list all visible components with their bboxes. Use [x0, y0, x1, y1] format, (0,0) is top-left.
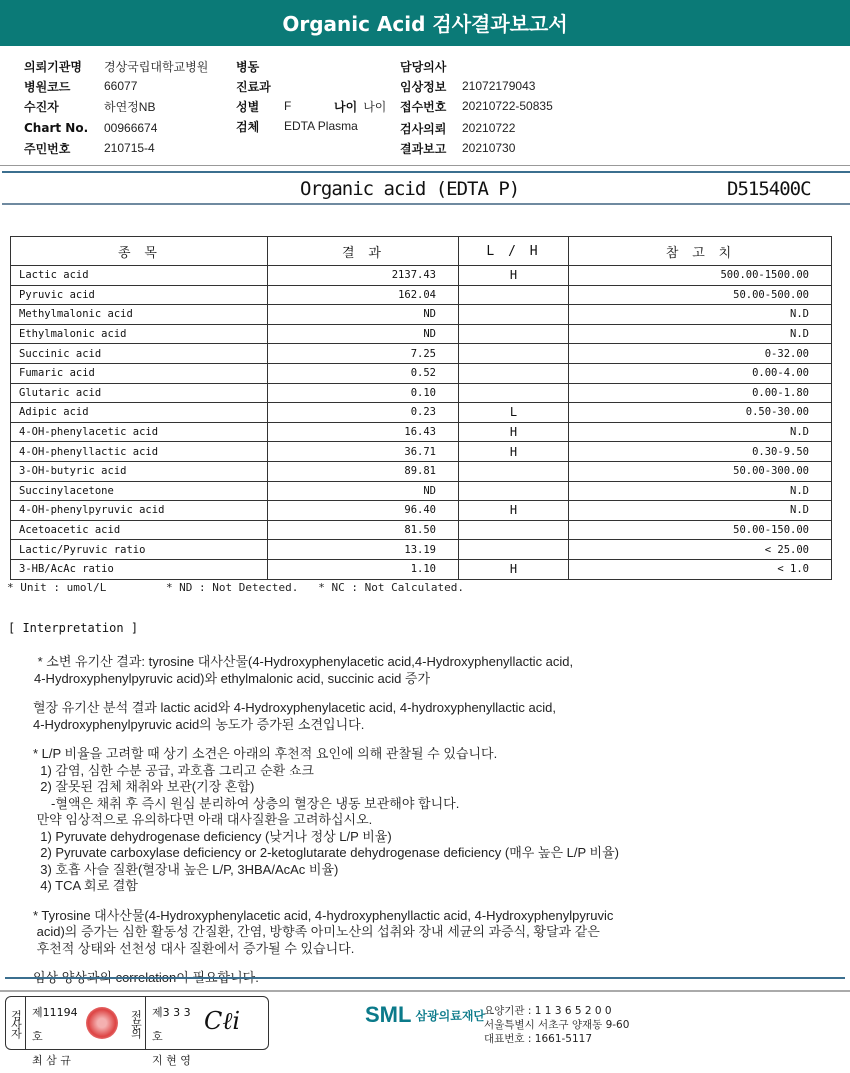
info-value: 경상국립대학교병원 [104, 59, 209, 74]
info-label: 병원코드 [24, 79, 71, 94]
cell-lh: H [459, 422, 569, 442]
interpretation-line: 혈장 유기산 분석 결과 lactic acid와 4-Hydroxyphenylacetic acid, 4-hydroxyphenyllactic acid, [33, 700, 556, 715]
table-row [11, 481, 832, 501]
report-title: Organic Acid 검사결과보고서 [0, 0, 850, 46]
cell-reference: 500.00-1500.00 [569, 266, 832, 286]
cell-lh: L [459, 403, 569, 423]
cell-lh [459, 520, 569, 540]
interpretation-heading: [ Interpretation ] [8, 621, 139, 635]
cell-lh [459, 344, 569, 364]
info-label: 성별 [236, 99, 260, 114]
cell-reference: 50.00-500.00 [569, 285, 832, 305]
info-label: 임상정보 [400, 79, 447, 94]
cell-result: 81.50 [268, 520, 459, 540]
info-label: 의뢰기관명 [24, 59, 82, 74]
divider [0, 990, 850, 992]
age-label: 나이 [334, 99, 358, 114]
cell-lh [459, 540, 569, 560]
cell-result: ND [268, 305, 459, 325]
table-row [11, 559, 832, 579]
info-value: 21072179043 [462, 79, 536, 93]
table-row [11, 383, 832, 403]
interpretation-line: 4) TCA 회로 결함 [33, 878, 138, 893]
cell-reference: 0.50-30.00 [569, 403, 832, 423]
cell-reference: 0.00-1.80 [569, 383, 832, 403]
cell-lh [459, 324, 569, 344]
cell-result: 13.19 [268, 540, 459, 560]
results-table [10, 236, 832, 580]
interpretation-line: 임상 양상과의 correlation이 필요합니다. [33, 970, 259, 985]
info-label: 진료과 [236, 79, 271, 94]
info-label: 검체 [236, 119, 260, 134]
cell-reference: N.D [569, 481, 832, 501]
cell-item: 4-OH-phenyllactic acid [11, 442, 268, 462]
interpretation-line: 1) Pyruvate dehydrogenase deficiency (낮거나 정상 L/P 비율) [33, 828, 392, 844]
interpretation-line [33, 733, 619, 746]
table-row [11, 540, 832, 560]
cell-reference: 0.30-9.50 [569, 442, 832, 462]
cell-item: Fumaric acid [11, 363, 268, 383]
cell-reference: 50.00-300.00 [569, 461, 832, 481]
table-row [11, 363, 832, 383]
info-row [236, 56, 386, 76]
org-code: 요양기관 : 1 1 3 6 5 2 0 0 [484, 1005, 612, 1017]
cell-reference: N.D [569, 501, 832, 521]
info-value: F [284, 99, 292, 113]
cell-result: 0.23 [268, 403, 459, 423]
info-row [24, 76, 208, 96]
table-row [11, 461, 832, 481]
interpretation-line: 4-Hydroxyphenylpyruvic acid)와 ethylmalonic acid, succinic acid 증가 [34, 670, 431, 686]
interpretation-line [33, 957, 619, 970]
cell-item: 3-OH-butyric acid [11, 461, 268, 481]
cell-result: 16.43 [268, 422, 459, 442]
interpretation-line: 2) 잘못된 검체 채취와 보관(기장 혼합) [33, 779, 255, 794]
cell-result: 0.52 [268, 363, 459, 383]
cell-result: 96.40 [268, 501, 459, 521]
org-name: 삼광의료재단 [415, 1008, 486, 1023]
cell-result: 89.81 [268, 461, 459, 481]
cell-item: 4-OH-phenylpyruvic acid [11, 501, 268, 521]
info-row [400, 76, 553, 96]
cell-result: 7.25 [268, 344, 459, 364]
info-row [24, 118, 208, 138]
cell-item: Succinic acid [11, 344, 268, 364]
info-value: 20210730 [462, 141, 516, 155]
info-row [24, 96, 208, 116]
info-col-2 [236, 56, 386, 136]
header-lh: L / H [459, 237, 569, 266]
info-value: 00966674 [104, 121, 158, 135]
cell-item: Acetoacetic acid [11, 520, 268, 540]
info-label: 수진자 [24, 99, 59, 114]
cell-lh: H [459, 559, 569, 579]
test-name: Organic acid (EDTA P) [300, 178, 520, 200]
footnote: * Unit : umol/L * ND : Not Detected. * NC : Not Calculated. [7, 581, 464, 594]
cell-reference: 0-32.00 [569, 344, 832, 364]
info-row [400, 96, 553, 116]
interpretation-line: 만약 임상적으로 유의하다면 아래 대사질환을 고려하십시오. [33, 812, 373, 827]
cell-lh [459, 363, 569, 383]
cell-reference: < 25.00 [569, 540, 832, 560]
cell-result: 2137.43 [268, 266, 459, 286]
info-row [400, 56, 553, 76]
info-col-1 [24, 56, 208, 158]
cell-lh [459, 481, 569, 501]
cell-result: 162.04 [268, 285, 459, 305]
info-label: Chart No. [24, 121, 89, 135]
info-row [24, 56, 208, 76]
cell-item: Glutaric acid [11, 383, 268, 403]
org-logo [365, 1002, 485, 1028]
org-address: 서울특별시 서초구 양재동 9-60 [484, 1019, 630, 1031]
interpretation-line: 2) Pyruvate carboxylase deficiency or 2-ketoglutarate dehydrogenase deficiency (매우 높은 L/P 비율) [33, 845, 619, 860]
header-item: 종 목 [11, 237, 268, 266]
examiner-name: 최 삼 규 [32, 1054, 71, 1067]
info-value: 20210722-50835 [462, 99, 553, 113]
info-row [400, 138, 553, 158]
interpretation-line: 1) 감염, 심한 수분 공급, 과호흡 그리고 순환 쇼크 [33, 762, 314, 778]
cell-result: ND [268, 481, 459, 501]
info-row [236, 76, 386, 96]
info-label: 검사의뢰 [400, 121, 447, 136]
table-row [11, 324, 832, 344]
interpretation-line: * 소변 유기산 결과: tyrosine 대사산물(4-Hydroxyphenylacetic acid,4-Hydroxyphenyllactic acid, [34, 654, 574, 669]
cell-lh: H [459, 266, 569, 286]
cell-result: 0.10 [268, 383, 459, 403]
logo-mark: SML [365, 1002, 412, 1027]
interpretation-text [34, 654, 619, 987]
interpretation-line: acid)의 증가는 심한 활동성 간질환, 간염, 방향족 아미노산의 섭취와 장내 세균의 과증식, 황달과 같은 [33, 924, 600, 939]
cell-lh [459, 285, 569, 305]
info-row [236, 96, 386, 116]
cell-lh: H [459, 442, 569, 462]
cell-lh: H [459, 501, 569, 521]
cell-reference: N.D [569, 305, 832, 325]
info-label: 담당의사 [400, 59, 447, 74]
info-value: 20210722 [462, 121, 516, 135]
interpretation-line: 후천적 상태와 선천성 대사 질환에서 증가될 수 있습니다. [33, 940, 355, 956]
examiner-label: 검사자 [6, 997, 26, 1049]
handwritten-signature-icon: Cℓi [204, 1007, 241, 1035]
interpretation-line: 4-Hydroxyphenylpyruvic acid의 농도가 증가된 소견입니다. [33, 716, 365, 732]
info-label: 결과보고 [400, 141, 447, 156]
cell-item: Lactic acid [11, 266, 268, 286]
cell-item: Pyruvic acid [11, 285, 268, 305]
interpretation-line: * L/P 비율을 고려할 때 상기 소견은 아래의 후천적 요인에 의해 관찰될 수 있습니다. [33, 746, 498, 761]
cell-reference: < 1.0 [569, 559, 832, 579]
info-col-3 [400, 56, 553, 158]
cell-item: Lactic/Pyruvic ratio [11, 540, 268, 560]
info-row [24, 138, 208, 158]
cell-lh [459, 383, 569, 403]
table-row [11, 501, 832, 521]
cell-item: Ethylmalonic acid [11, 324, 268, 344]
cell-reference: 0.00-4.00 [569, 363, 832, 383]
info-label: 주민번호 [24, 141, 71, 156]
table-row [11, 344, 832, 364]
info-label: 병동 [236, 59, 260, 74]
cell-lh [459, 461, 569, 481]
cell-result: 36.71 [268, 442, 459, 462]
cell-reference: N.D [569, 422, 832, 442]
info-value: EDTA Plasma [284, 119, 358, 133]
info-value: 하연정NB [104, 99, 156, 114]
divider [2, 171, 850, 173]
seal-stamp-icon [86, 1007, 118, 1039]
signature-box [5, 996, 269, 1067]
cell-result: ND [268, 324, 459, 344]
divider [5, 977, 845, 979]
table-row [11, 305, 832, 325]
header-reference: 참 고 치 [569, 237, 832, 266]
interpretation-line [34, 687, 619, 700]
cell-item: Adipic acid [11, 403, 268, 423]
table-row [11, 403, 832, 423]
divider [2, 203, 850, 205]
info-row [236, 116, 386, 136]
interpretation-line [33, 895, 619, 908]
cell-item: 3-HB/AcAc ratio [11, 559, 268, 579]
org-info [484, 1004, 629, 1046]
table-row [11, 285, 832, 305]
cell-item: 4-OH-phenylacetic acid [11, 422, 268, 442]
cell-lh [459, 305, 569, 325]
specialist-name: 지 현 영 [152, 1054, 191, 1067]
cell-item: Succinylacetone [11, 481, 268, 501]
header-result: 결 과 [268, 237, 459, 266]
info-label: 접수번호 [400, 99, 447, 114]
examiner-license: 제11194호 [32, 1006, 78, 1043]
age-value: 나이 [363, 99, 387, 114]
interpretation-line: 3) 호흡 사슬 질환(혈장내 높은 L/P, 3HBA/AcAc 비율) [33, 861, 339, 877]
cell-item: Methylmalonic acid [11, 305, 268, 325]
cell-reference: 50.00-150.00 [569, 520, 832, 540]
cell-result: 1.10 [268, 559, 459, 579]
divider [0, 165, 850, 166]
table-row [11, 266, 832, 286]
interpretation-line: -혈액은 채취 후 즉시 원심 분리하여 상층의 혈장은 냉동 보관해야 합니다. [33, 795, 460, 811]
interpretation-line: * Tyrosine 대사산물(4-Hydroxyphenylacetic acid, 4-hydroxyphenyllactic acid, 4-Hydroxyphenylpyruvic [33, 907, 614, 923]
table-row [11, 520, 832, 540]
info-value: 66077 [104, 79, 138, 93]
test-code: D515400C [727, 178, 811, 200]
info-value: 210715-4 [104, 141, 155, 155]
table-row [11, 422, 832, 442]
cell-reference: N.D [569, 324, 832, 344]
table-row [11, 442, 832, 462]
specialist-label: 전문의 [126, 997, 146, 1049]
specialist-license: 제3 3 3 호 [152, 1006, 191, 1043]
info-row [400, 118, 553, 138]
org-phone: 대표번호 : 1661-5117 [484, 1033, 593, 1045]
